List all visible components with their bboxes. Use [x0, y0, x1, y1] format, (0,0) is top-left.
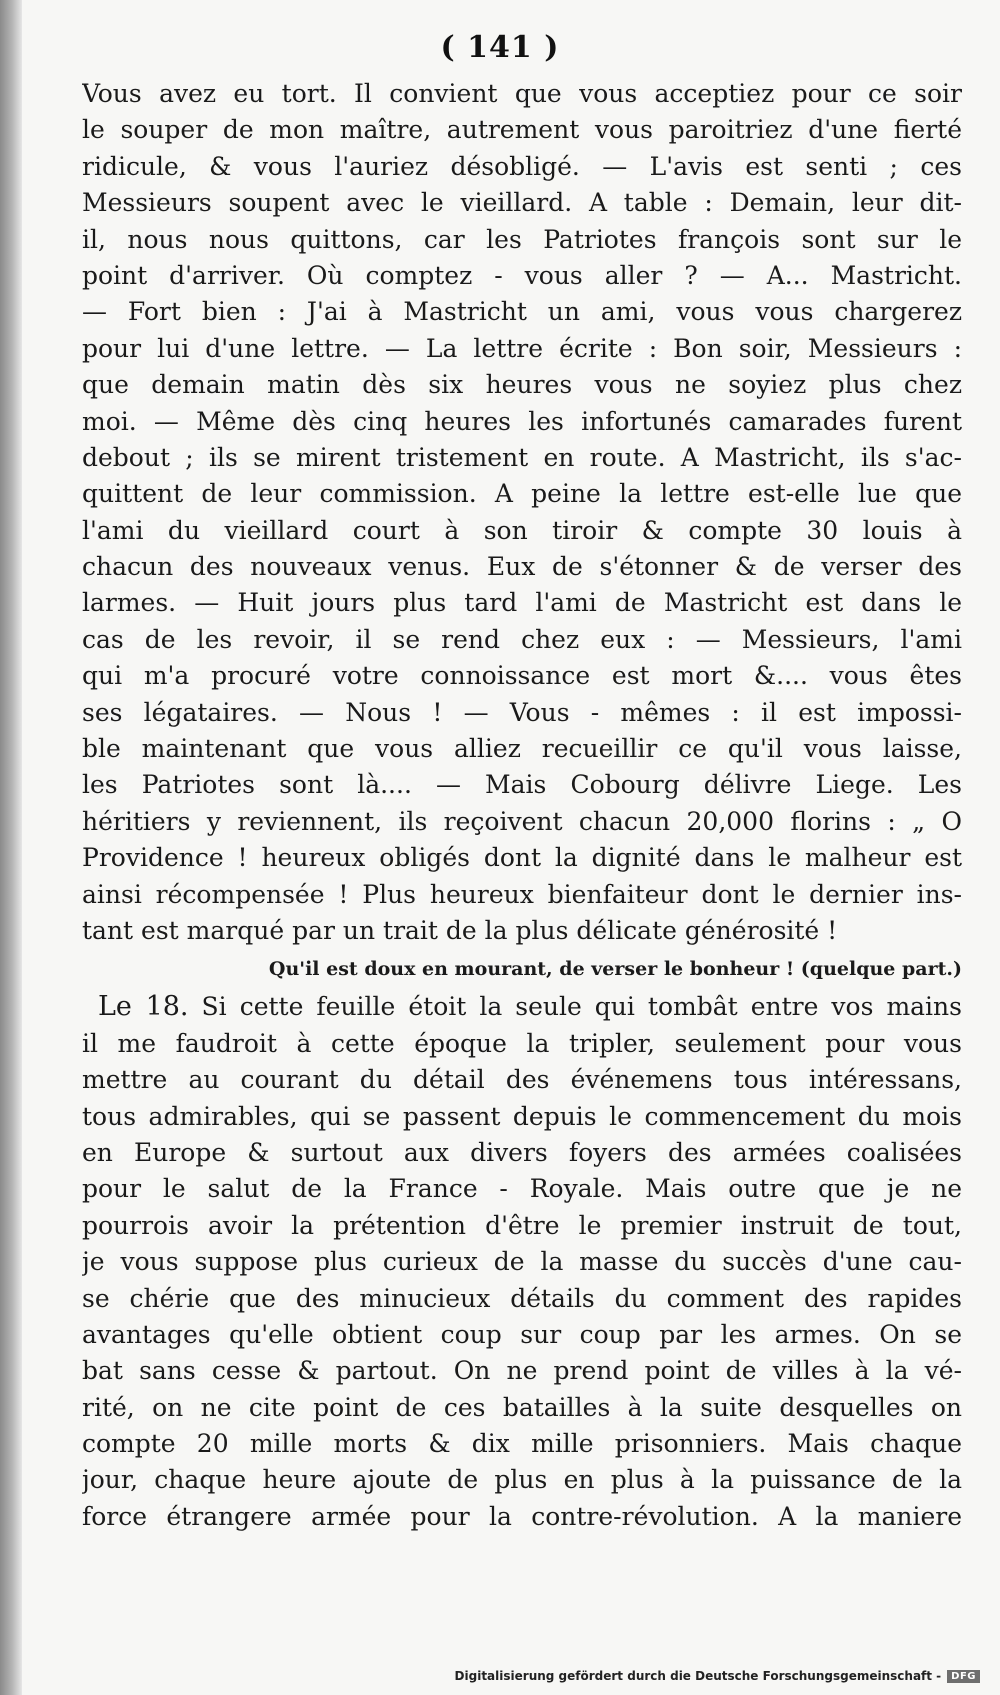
text-line: que demain matin dès six heures vous ne soyiez plus chez [82, 370, 962, 400]
text-line: jour, chaque heure ajoute de plus en plus à la puissance de la [82, 1465, 962, 1495]
text-line: les Patriotes sont là.... — Mais Cobourg délivre Liege. Les [82, 770, 962, 800]
text-line: rité, on ne cite point de ces batailles à la suite desquelles on [82, 1392, 962, 1422]
text-line: point d'arriver. Où comptez - vous aller ? — A... Mastricht. [82, 260, 962, 290]
text-line: force étrangere armée pour la contre-révolution. A la maniere [82, 1501, 962, 1531]
text-line: cas de les revoir, il se rend chez eux : — Messieurs, l'ami [82, 624, 962, 654]
body-text [82, 76, 962, 1535]
text-line: se chérie que des minucieux détails du comment des rapides [82, 1283, 962, 1313]
text-line: il, nous nous quittons, car les Patriotes françois sont sur le [82, 224, 962, 254]
text-line: pourrois avoir la prétention d'être le premier instruit de tout, [82, 1210, 962, 1240]
text-line: mettre au courant du détail des événemens tous intéressans, [82, 1065, 962, 1095]
page-number: ( 141 ) [440, 30, 560, 65]
date-heading: Le 18. [98, 991, 189, 1023]
epigraph-quote: Qu'il est doux en mourant, de verser le bonheur ! (quelque part.) [268, 958, 962, 981]
paragraph-opening-line [82, 989, 962, 1025]
text-line: quittent de leur commission. A peine la lettre est-elle lue que [82, 479, 962, 509]
digitization-credit [455, 1669, 980, 1683]
text-line: Vous avez eu tort. Il convient que vous acceptiez pour ce soir [82, 79, 962, 108]
text-line: larmes. — Huit jours plus tard l'ami de Mastricht est dans le [82, 588, 962, 618]
text-line: en Europe & surtout aux divers foyers des armées coalisées [82, 1137, 962, 1167]
text-line: compte 20 mille morts & dix mille prisonniers. Mais chaque [82, 1429, 962, 1459]
text-line: pour le salut de la France - Royale. Mais outre que je ne [82, 1174, 962, 1204]
text-line: bat sans cesse & partout. On ne prend point de villes à la vé- [82, 1356, 962, 1386]
text-line: — Fort bien : J'ai à Mastricht un ami, vous vous chargerez [82, 297, 962, 327]
text-line: Providence ! heureux obligés dont la dignité dans le malheur est [82, 843, 962, 873]
text-line: tant est marqué par un trait de la plus délicate générosité ! [82, 915, 838, 945]
text-line: qui m'a procuré votre connoissance est mort &.... vous êtes [82, 661, 962, 691]
text-line: je vous suppose plus curieux de la masse du succès d'une cau- [82, 1247, 962, 1277]
text-line: tous admirables, qui se passent depuis le commencement du mois [82, 1101, 962, 1131]
text-line: ses légataires. — Nous ! — Vous - mêmes : il est impossi- [82, 697, 962, 727]
text-line: le souper de mon maître, autrement vous paroitriez d'une fierté [82, 115, 962, 145]
text-line: l'ami du vieillard court à son tiroir & compte 30 louis à [82, 515, 962, 545]
text-line: Si cette feuille étoit la seule qui tombât entre vos mains [201, 992, 962, 1022]
credit-text: Digitalisierung gefördert durch die Deutsche Forschungsgemeinschaft - [454, 1669, 942, 1683]
text-line: ainsi récompensée ! Plus heureux bienfaiteur dont le dernier ins- [82, 879, 962, 909]
text-line: debout ; ils se mirent tristement en route. A Mastricht, ils s'ac- [82, 442, 962, 472]
text-line: ble maintenant que vous alliez recueillir ce qu'il vous laisse, [82, 734, 962, 764]
text-line: chacun des nouveaux venus. Eux de s'étonner & de verser des [82, 552, 962, 582]
dfg-logo: DFG [947, 1670, 980, 1683]
text-line: moi. — Même dès cinq heures les infortunés camarades furent [82, 406, 962, 436]
text-line: il me faudroit à cette époque la tripler, seulement pour vous [82, 1028, 962, 1058]
binding-shadow [0, 0, 22, 1695]
text-line: pour lui d'une lettre. — La lettre écrite : Bon soir, Messieurs : [82, 333, 962, 363]
text-line: héritiers y reviennent, ils reçoivent chacun 20,000 florins : „ O [82, 806, 962, 836]
text-line: avantages qu'elle obtient coup sur coup par les armes. On se [82, 1319, 962, 1349]
text-line: Messieurs soupent avec le vieillard. A table : Demain, leur dit- [82, 188, 962, 218]
text-line: ridicule, & vous l'auriez désobligé. — L'avis est senti ; ces [82, 151, 962, 181]
